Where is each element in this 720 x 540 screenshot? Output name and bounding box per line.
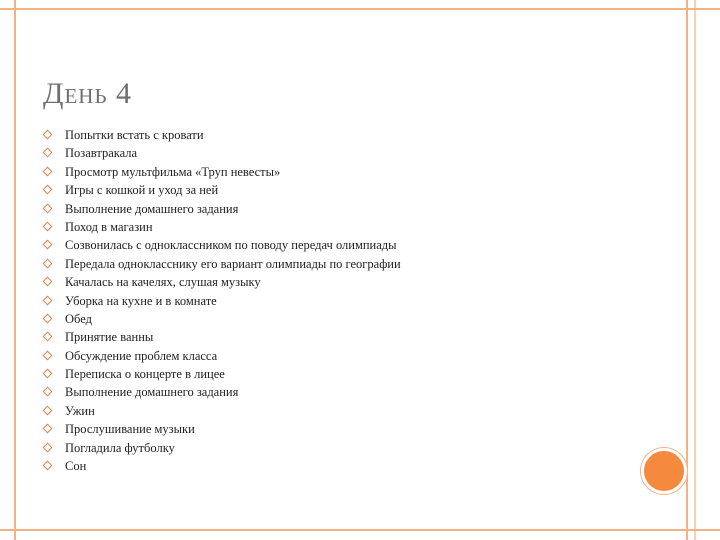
list-item: [44, 365, 604, 383]
list-item: [44, 144, 604, 162]
list-item: [44, 218, 604, 236]
frame-line-bottom: [0, 529, 720, 531]
frame-line-left: [14, 0, 16, 540]
list-item-text: Качалась на качелях, слушая музыку: [65, 275, 261, 290]
list-item-text: Уборка на кухне и в комнате: [65, 293, 217, 308]
diamond-bullet-icon: [43, 405, 53, 415]
diamond-bullet-icon: [43, 222, 53, 232]
diamond-bullet-icon: [43, 332, 53, 342]
list-item-text: Поход в магазин: [65, 219, 153, 234]
list-item-text: Просмотр мультфильма «Труп невесты»: [65, 164, 281, 179]
frame-line-top: [0, 8, 720, 10]
list-item: [44, 126, 604, 144]
list-item: [44, 255, 604, 273]
list-item: [44, 273, 604, 291]
list-item-text: Обсуждение проблем класса: [65, 348, 218, 363]
list-item: [44, 181, 604, 199]
list-item: [44, 163, 604, 181]
diamond-bullet-icon: [43, 387, 53, 397]
diamond-bullet-icon: [43, 350, 53, 360]
list-item: [44, 310, 604, 328]
list-item: [44, 236, 604, 254]
list-item-text: Обед: [65, 311, 92, 326]
list-item-text: Сон: [65, 459, 87, 474]
list-item: [44, 200, 604, 218]
list-item: [44, 420, 604, 438]
diamond-bullet-icon: [43, 130, 53, 140]
list-item-text: Ужин: [65, 403, 95, 418]
diamond-bullet-icon: [43, 313, 53, 323]
list-item: [44, 328, 604, 346]
list-item-text: Погладила футболку: [65, 440, 175, 455]
list-item-text: Игры с кошкой и уход за ней: [65, 183, 219, 198]
diamond-bullet-icon: [43, 258, 53, 268]
list-item-text: Выполнение домашнего задания: [65, 385, 239, 400]
list-item-text: Переписка о концерте в лицее: [65, 367, 225, 382]
diamond-bullet-icon: [43, 295, 53, 305]
list-item: [44, 383, 604, 401]
diamond-bullet-icon: [43, 185, 53, 195]
list-item: [44, 402, 604, 420]
list-item: [44, 457, 604, 475]
list-item: [44, 439, 604, 457]
diamond-bullet-icon: [43, 424, 53, 434]
list-item: [44, 347, 604, 365]
diamond-bullet-icon: [43, 148, 53, 158]
diamond-bullet-icon: [43, 240, 53, 250]
bullet-list: [44, 126, 604, 475]
decorative-circle: [641, 448, 687, 494]
list-item-text: Прослушивание музыки: [65, 422, 195, 437]
diamond-bullet-icon: [43, 369, 53, 379]
list-item-text: Выполнение домашнего задания: [65, 201, 239, 216]
list-item-text: Созвонилась с одноклассником по поводу передач олимпиады: [65, 238, 397, 253]
list-item-text: Принятие ванны: [65, 330, 154, 345]
diamond-bullet-icon: [43, 203, 53, 213]
list-item-text: Попытки встать с кровати: [65, 128, 204, 142]
diamond-bullet-icon: [43, 277, 53, 287]
slide-title: День 4: [43, 77, 133, 110]
frame-line-right-inner: [694, 0, 696, 540]
frame-line-right: [686, 0, 688, 540]
diamond-bullet-icon: [43, 442, 53, 452]
diamond-bullet-icon: [43, 166, 53, 176]
diamond-bullet-icon: [43, 461, 53, 471]
list-item-text: Позавтракала: [65, 146, 138, 161]
list-item: [44, 292, 604, 310]
list-item-text: Передала однокласснику его вариант олимпиады по географии: [65, 256, 401, 271]
